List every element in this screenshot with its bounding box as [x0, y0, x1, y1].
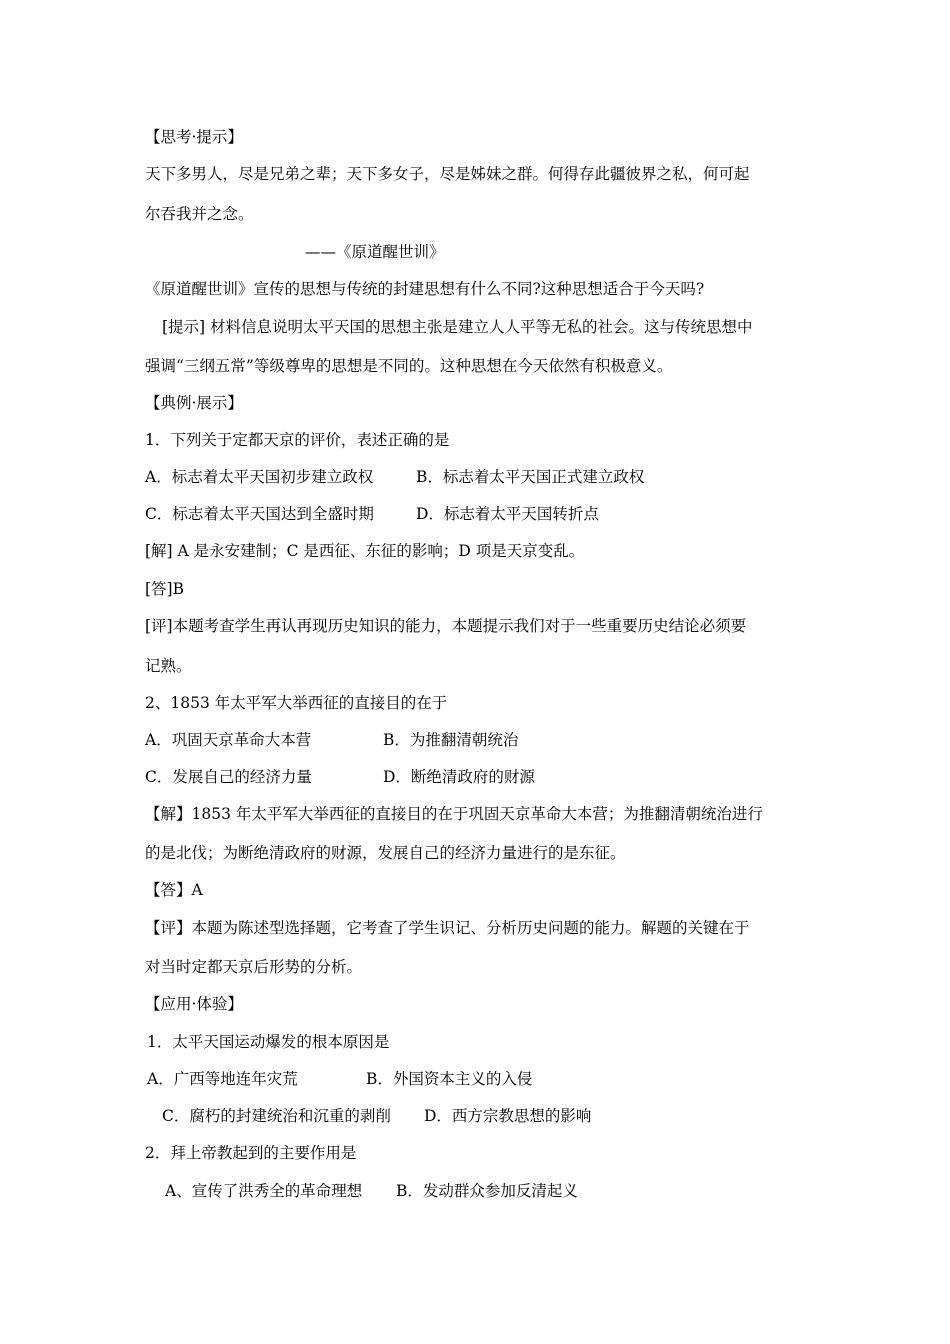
option-a: A．广西等地连年灾荒	[147, 1070, 298, 1088]
option-d: D．西方宗教思想的影响	[424, 1107, 592, 1125]
option-a: A．标志着太平天国初步建立政权	[145, 468, 374, 486]
hint-text: 强调“三纲五常”等级尊卑的思想是不同的。这种思想在今天依然有积极意义。	[145, 357, 673, 375]
option-a: A、宣传了洪秀全的革命理想	[165, 1182, 363, 1200]
example-question: 1．下列关于定都天京的评价，表述正确的是	[145, 431, 450, 449]
hint-text: [提示] 材料信息说明太平天国的思想主张是建立人人平等无私的社会。这与传统思想中	[162, 318, 753, 336]
quote-text: 尔吞我并之念。	[145, 205, 254, 223]
practice-question: 2．拜上帝教起到的主要作用是	[145, 1144, 357, 1162]
option-b: B．外国资本主义的入侵	[366, 1070, 533, 1088]
answer-text: [答]B	[145, 580, 184, 598]
quote-text: 天下多男人，尽是兄弟之辈；天下多女子，尽是姊妹之群。何得存此疆彼界之私，何可起	[145, 165, 750, 183]
example-question: 2、1853 年太平军大举西征的直接目的在于	[145, 694, 448, 712]
section-heading-think: 【思考·提示】	[145, 128, 243, 146]
explanation-text: [解] A 是永安建制；C 是西征、东征的影响；D 项是天京变乱。	[145, 542, 585, 560]
option-c: C．腐朽的封建统治和沉重的剥削	[162, 1107, 391, 1125]
question-text: 《原道醒世训》宣传的思想与传统的封建思想有什么不同?这种思想适合于今天吗?	[145, 280, 705, 298]
option-b: B．为推翻清朝统治	[383, 731, 519, 749]
section-heading-apply: 【应用·体验】	[145, 995, 243, 1013]
explanation-text: 的是北伐；为断绝清政府的财源，发展自己的经济力量进行的是东征。	[145, 844, 626, 862]
option-c: C．标志着太平天国达到全盛时期	[145, 505, 374, 523]
option-b: B．标志着太平天国正式建立政权	[416, 468, 645, 486]
section-heading-examples: 【典例·展示】	[145, 394, 243, 412]
comment-text: 对当时定都天京后形势的分析。	[145, 958, 363, 976]
option-b: B．发动群众参加反清起义	[396, 1182, 578, 1200]
answer-text: 【答】A	[145, 881, 203, 899]
practice-question: 1．太平天国运动爆发的根本原因是	[147, 1033, 390, 1051]
option-d: D．标志着太平天国转折点	[416, 505, 599, 523]
option-a: A．巩固天京革命大本营	[145, 731, 312, 749]
quote-source: ——《原道醒世训》	[305, 243, 445, 261]
comment-text: 记熟。	[145, 657, 192, 675]
explanation-text: 【解】1853 年太平军大举西征的直接目的在于巩固天京革命大本营；为推翻清朝统治进行	[145, 805, 763, 823]
option-c: C．发展自己的经济力量	[145, 768, 312, 786]
comment-text: [评]本题考查学生再认再现历史知识的能力，本题提示我们对于一些重要历史结论必须要	[145, 617, 747, 635]
comment-text: 【评】本题为陈述型选择题，它考查了学生识记、分析历史问题的能力。解题的关键在于	[145, 919, 750, 937]
option-d: D．断绝清政府的财源	[383, 768, 535, 786]
